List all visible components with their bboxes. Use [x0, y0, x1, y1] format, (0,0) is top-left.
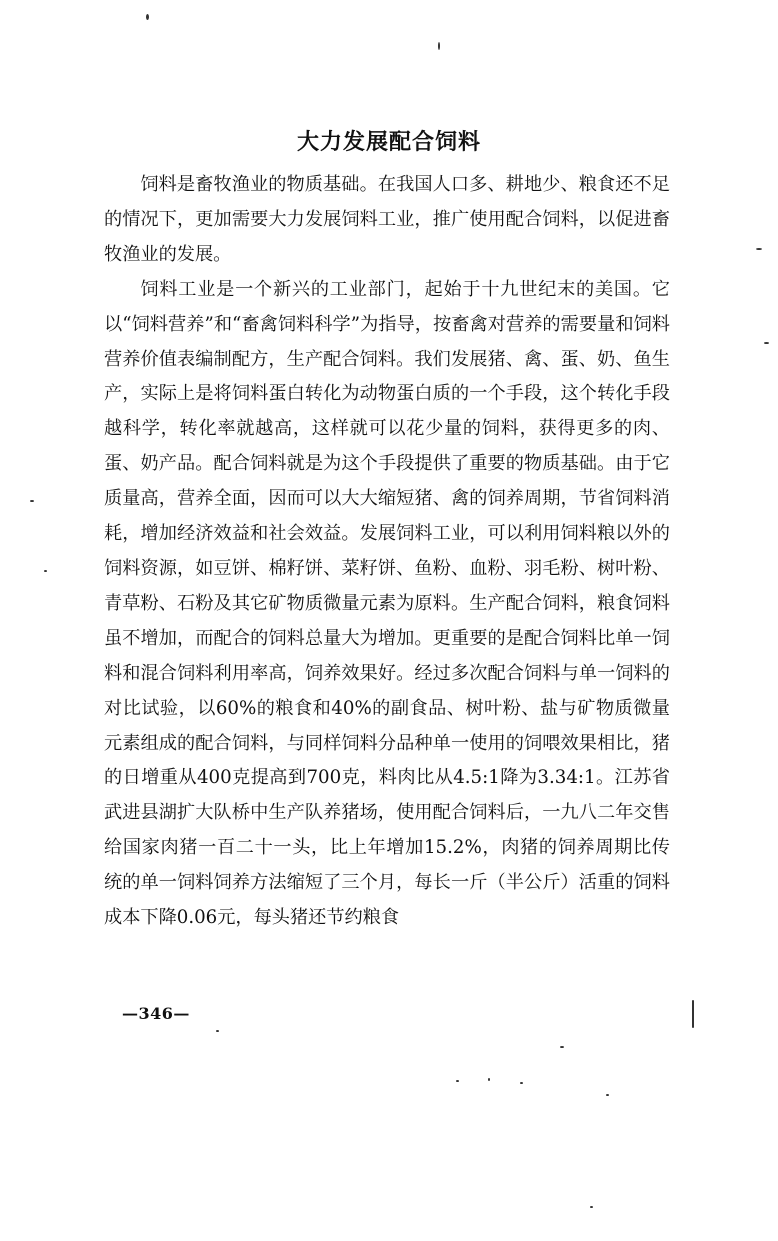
- scan-speck: [520, 1082, 523, 1084]
- scan-speck: [764, 342, 769, 344]
- paragraph-1: 饲料是畜牧渔业的物质基础。在我国人口多、耕地少、粮食还不足的情况下，更加需要大力发展饲料工业，推广使用配合饲料，以促进畜牧渔业的发展。: [104, 174, 670, 265]
- scan-speck: [692, 1000, 694, 1028]
- scan-speck: [146, 14, 149, 20]
- scan-speck: [590, 1206, 593, 1208]
- scan-speck: [488, 1078, 490, 1081]
- scan-speck: [456, 1080, 459, 1082]
- scan-speck: [438, 42, 440, 50]
- article-title: 大力发展配合饲料: [296, 129, 481, 155]
- page-number: —346—: [122, 1004, 190, 1023]
- scan-speck: [216, 1030, 219, 1032]
- scan-speck: [44, 570, 47, 572]
- scan-speck: [606, 1094, 609, 1096]
- scan-speck: [560, 1046, 564, 1048]
- article-body: [104, 168, 670, 936]
- scan-speck: [756, 248, 762, 250]
- scan-speck: [30, 500, 34, 502]
- paragraph-2: 饲料工业是一个新兴的工业部门，起始于十九世纪末的美国。它以“饲料营养”和“畜禽饲料科学”为指导，按畜禽对营养的需要量和饲料营养价值表编制配方，生产配合饲料。我们发展猪、禽、蛋、奶、鱼生产，实际上是将饲料蛋白转化为动物蛋白质的一个手段，这个转化手段越科学，转化率就越高，这样就可以花少量的饲料，获得更多的肉、蛋、奶产品。配合饲料就是为这个手段提供了重要的物质基础。由于它质量高，营养全面，因而可以大大缩短猪、禽的饲养周期，节省饲料消耗，增加经济效益和社会效益。发展饲料工业，可以利用饲料粮以外的饲料资源，如豆饼、棉籽饼、菜籽饼、鱼粉、血粉、羽毛粉、树叶粉、青草粉、石粉及其它矿物质微量元素为原料。生产配合饲料，粮食饲料虽不增加，而配合的饲料总量大为增加。更重要的是配合饲料比单一饲料和混合饲料利用率高，饲养效果好。经过多次配合饲料与单一饲料的对比试验，以60%的粮食和40%的副食品、树叶粉、盐与矿物质微量元素组成的配合饲料，与同样饲料分品种单一使用的饲喂效果相比，猪的日增重从400克提高到700克，料肉比从4.5:1降为3.34:1。江苏省武进县湖扩大队桥中生产队养猪场，使用配合饲料后，一九八二年交售给国家肉猪一百二十一头，比上年增加15.2%，肉猪的饲养周期比传统的单一饲料饲养方法缩短了三个月，每长一斤（半公斤）活重的饲料成本下降0.06元，每头猪还节约粮食: [104, 278, 670, 929]
